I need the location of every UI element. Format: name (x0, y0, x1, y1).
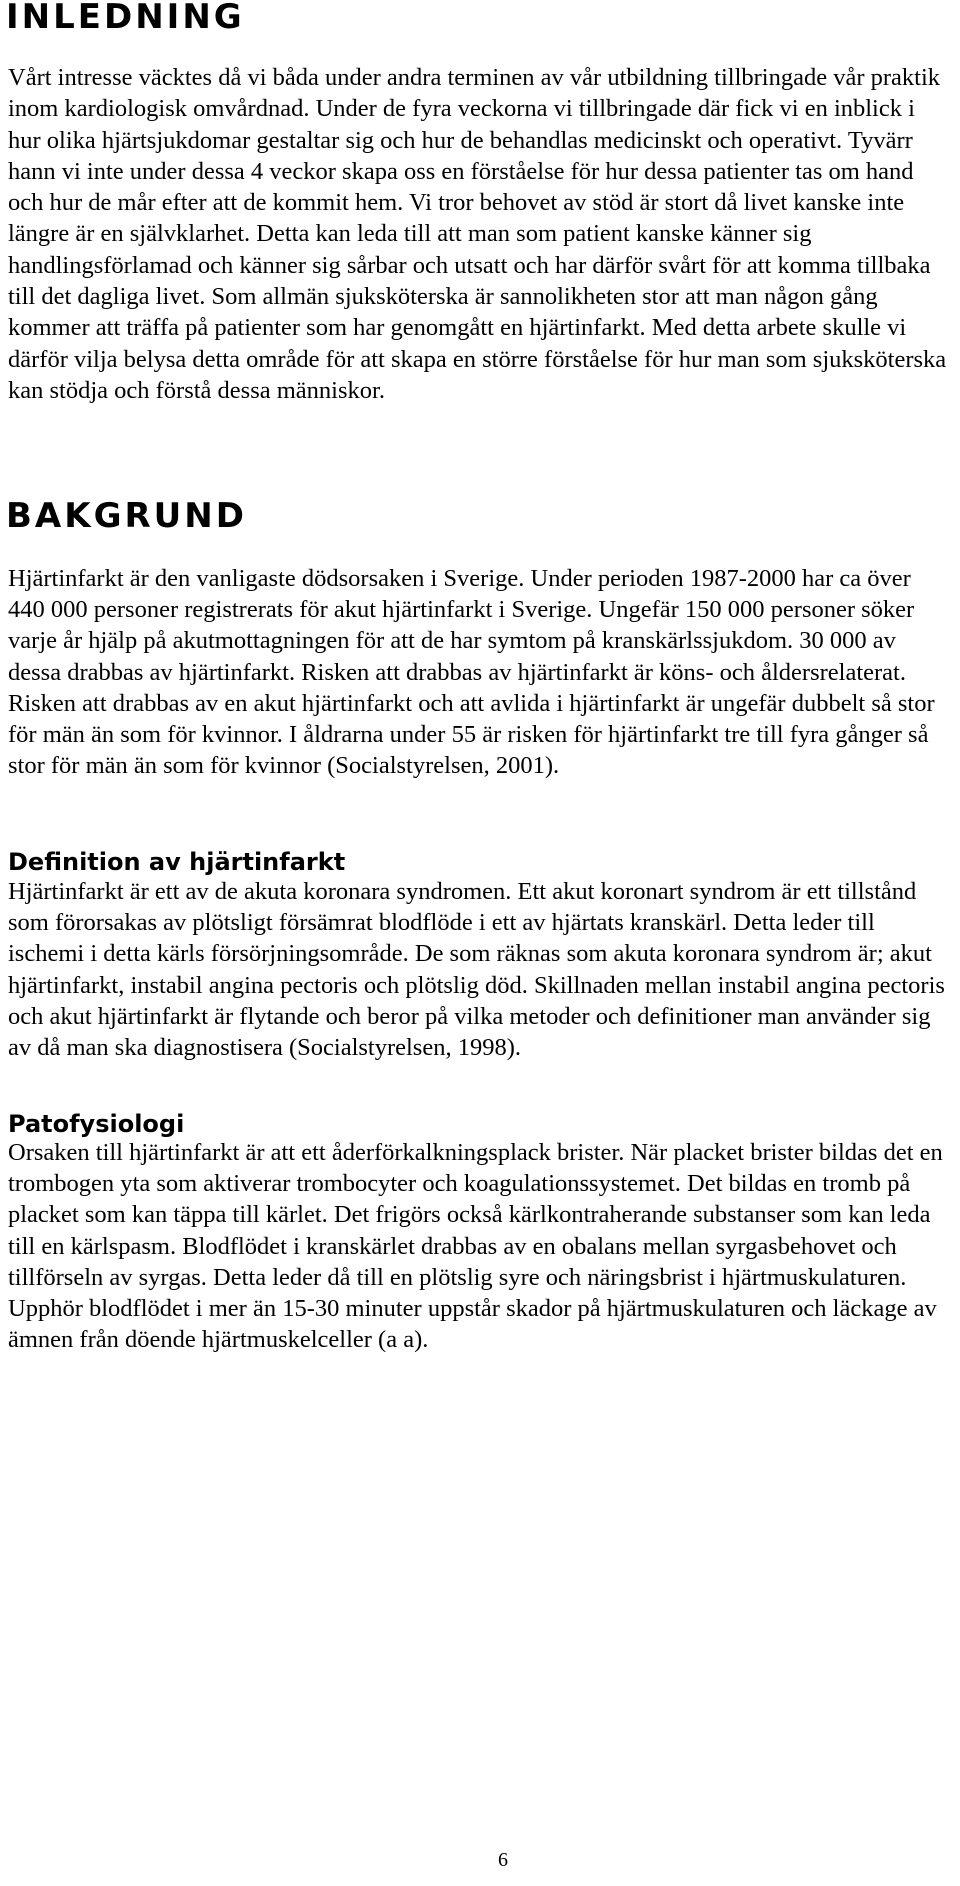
heading-inledning: INLEDNING (6, 0, 245, 37)
paragraph-inledning: Vårt intresse väcktes då vi båda under andra terminen av vår utbildning tillbringade vår praktik inom kardiologisk omvårdnad. Under de fyra veckorna vi tillbringade där fick vi en inblick i hur olika hjärtsjukdomar gestaltar sig och hur de behandlas medicinskt och operativt. Tyvärr hann vi inte under dessa 4 veckor skapa oss en förståelse för hur dessa patienter tas om hand och hur de mår efter att de kommit hem. Vi tror behovet av stöd är stort då livet kanske inte längre är en självklarhet. Detta kan leda till att man som patient kanske känner sig handlingsförlamad och känner sig sårbar och utsatt och har därför svårt för att komma tillbaka till det dagliga livet. Som allmän sjuksköterska är sannolikheten stor att man någon gång kommer att träffa på patienter som har genomgått en hjärtinfarkt. Med detta arbete skulle vi därför vilja belysa detta område för att skapa en större förståelse för hur man som sjuksköterska kan stödja och förstå dessa människor. (8, 64, 947, 404)
heading-bakgrund: BAKGRUND (6, 496, 247, 536)
paragraph-definition: Hjärtinfarkt är ett av de akuta koronara syndromen. Ett akut koronart syndrom är ett tillstånd som förorsakas av plötsligt försämrat blodflöde i ett av hjärtats kranskärl. Detta leder till ischemi i detta kärls försörjningsområde. De som räknas som akuta koronara syndrom är; akut hjärtinfarkt, instabil angina pectoris och plötslig död. Skillnaden mellan instabil angina pectoris och akut hjärtinfarkt är flytande och beror på vilka metoder och definitioner man använder sig av då man ska diagnostisera (Socialstyrelsen, 1998). (8, 878, 945, 1062)
heading-definition: Definition av hjärtinfarkt (8, 848, 346, 876)
heading-patofysiologi: Patofysiologi (8, 1110, 185, 1138)
page-number: 6 (498, 1849, 508, 1871)
paragraph-bakgrund: Hjärtinfarkt är den vanligaste dödsorsaken i Sverige. Under perioden 1987-2000 har ca över 440 000 personer registrerats för akut hjärtinfarkt i Sverige. Ungefär 150 000 personer söker varje år hjälp på akutmottagningen för att de har symtom på kranskärlssjukdom. 30 000 av dessa drabbas av hjärtinfarkt. Risken att drabbas av hjärtinfarkt är köns- och åldersrelaterat. Risken att drabbas av en akut hjärtinfarkt och att avlida i hjärtinfarkt är ungefär dubbelt så stor för män än som för kvinnor. I åldrarna under 55 är risken för hjärtinfarkt tre till fyra gånger så stor för män än som för kvinnor (Socialstyrelsen, 2001). (8, 565, 935, 780)
paragraph-patofysiologi: Orsaken till hjärtinfarkt är att ett åderförkalkningsplack brister. När placket brister bildas det en trombogen yta som aktiverar trombocyter och koagulationssystemet. Det bildas en tromb på placket som kan täppa till kärlet. Det frigörs också kärlkontraherande substanser som kan leda till en kärlspasm. Blodflödet i kranskärlet drabbas av en obalans mellan syrgasbehovet och tillförseln av syrgas. Detta leder då till en plötslig syre och näringsbrist i hjärtmuskulaturen. Upphör blodflödet i mer än 15-30 minuter uppstår skador på hjärtmuskulaturen och läckage av ämnen från döende hjärtmuskelceller (a a). (8, 1139, 943, 1354)
